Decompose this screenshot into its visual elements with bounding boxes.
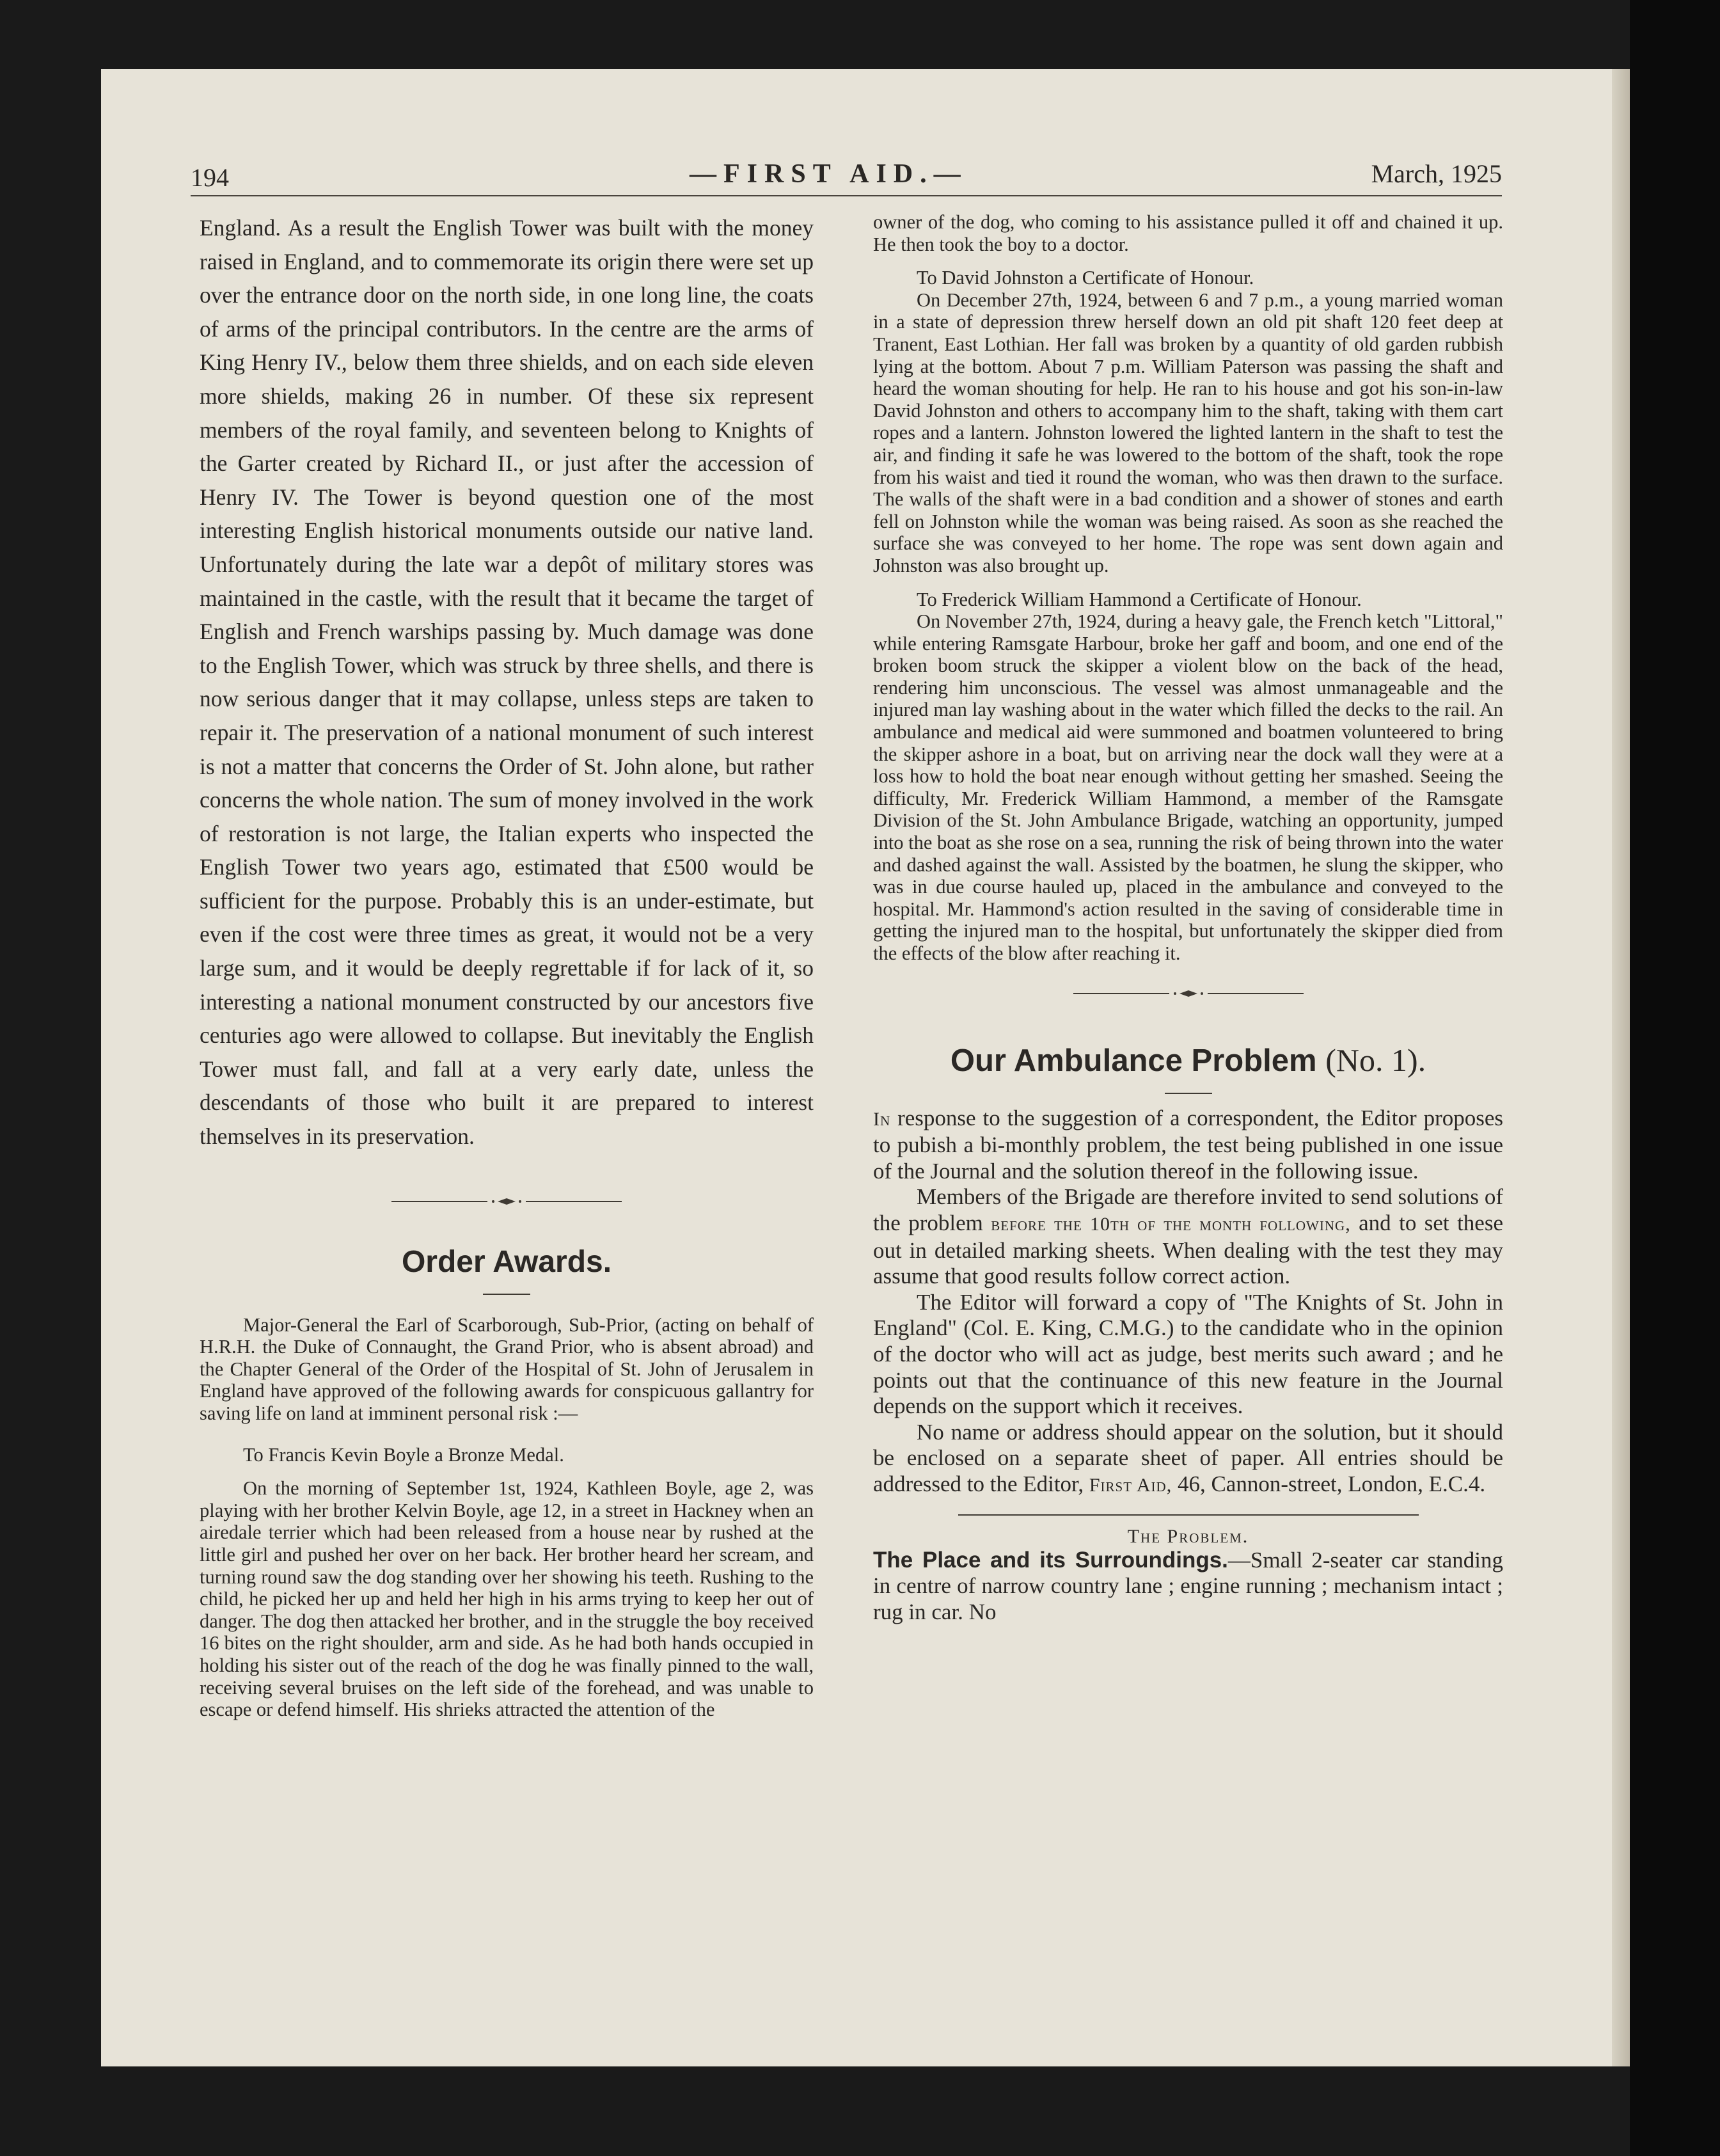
problem-para-1-lead: In: [873, 1108, 891, 1130]
right-column: [873, 211, 1503, 1625]
ambulance-problem-title: [873, 1042, 1503, 1079]
award-story-boyle: On the morning of September 1st, 1924, Kathleen Boyle, age 2, was playing with her brother Kelvin Boyle, age 12, in a street in Hackney when an airedale terrier which had been released from a house near by rushed at the little girl and pushed her over on her back. Her brother heard her scream, and turning round saw the dog standing over her showing his teeth. Rushing to the child, he picked her up and held her high in his arms trying to keep her out of danger. The dog then attacked her brother, and in the struggle the boy received 16 bites on the right shoulder, arm and side. As he had both hands occupied in holding his sister out of the reach of the dog he was finally pinned to the wall, receiving several bruises on the left side of the forehead, and was unable to escape or defend himself. His shrieks attracted the attention of the: [200, 1477, 814, 1721]
awards-intro: Major-General the Earl of Scarborough, Sub-Prior, (acting on behalf of H.R.H. the Duke of Connaught, the Grand Prior, who is absent abroad) and the Chapter General of the Order of the Hospital of St. John of Jerusalem in England have approved of the following awards for conspicuous gallantry for saving life on land at imminent personal risk :—: [200, 1313, 814, 1424]
running-header: [191, 159, 1502, 191]
problem-para-4-b: 46, Cannon-street, London, E.C.4.: [1177, 1471, 1486, 1496]
page-edge-shadow: [1612, 69, 1630, 2066]
left-column: [200, 211, 814, 1721]
journal-name-caps: First Aid,: [1089, 1474, 1172, 1496]
problem-deadline: before the 10th of the month following,: [991, 1213, 1351, 1235]
scan-background: [1630, 0, 1720, 2156]
award-story-johnston: On December 27th, 1924, between 6 and 7 p.m., a young married woman in a state of depression threw herself down an old pit shaft 120 feet deep at Tranent, East Lothian. Her fall was broken by a quantity of old garden rubbish lying at the bottom. About 7 p.m. William Paterson was passing the shaft and heard the woman shouting for help. He ran to his house and got his son-in-law David Johnston and others to accompany him to the shaft, taking with them cart ropes and a lantern. Johnston lowered the lighted lantern in the shaft to test the air, and finding it safe he was lowered to the bottom of the shaft, took the rope from his waist and tied it round the woman, who was then drawn to the surface. The walls of the shaft were in a bad condition and a shower of stones and earth fell on Johnston while the woman was being raised. As soon as she reached the surface she was conveyed to her home. The rope was sent down again and Johnston was also brought up.: [873, 289, 1503, 576]
problem-para-2-b: and to set these out in detailed marking sheets. When dealing with the test they may assume that good results follow correct action.: [873, 1210, 1503, 1289]
order-awards-title: Order Awards.: [401, 1244, 612, 1279]
problem-para-2-a: Members of the Brigade are therefore invited to send solutions of the problem: [873, 1184, 1503, 1235]
award-story-boyle-continued: owner of the dog, who coming to his assistance pulled it off and chained it up. He then took the boy to a doctor.: [873, 211, 1503, 255]
ornament-diamond-icon: [1173, 989, 1204, 998]
problem-para-4: [873, 1420, 1503, 1499]
award-story-hammond: On November 27th, 1924, during a heavy gale, the French ketch "Littoral," while entering Ramsgate Harbour, broke her gaff and boom, and one end of the broken boom struck the skipper a violent blow on the back of the head, rendering him unconscious. The vessel was almost unmanageable and the injured man lay washing about in the water which filled the decks to the rail. An ambulance and medical aid were summoned and boatmen volunteered to bring the skipper ashore in a boat, but on arriving near the dock wall they were at a loss how to hold the boat near enough without getting her smashed. Seeing the difficulty, Mr. Frederick William Hammond, a member of the Ramsgate Division of the St. John Ambulance Brigade, watching an opportunity, jumped into the boat as she rose on a sea, running the risk of being thrown into the water and dashed against the wall. Assisted by the boatmen, he slung the skipper, who was in due course hauled up, placed in the ambulance and conveyed to the hospital. Mr. Hammond's action resulted in the saving of considerable time in getting the injured man to the hospital, but unfortunately the skipper died from the effects of the blow after reaching it.: [873, 610, 1503, 964]
header-rule: [191, 195, 1502, 196]
issue-date: March, 1925: [1371, 159, 1502, 188]
ambulance-problem-title-text: Our Ambulance Problem: [950, 1043, 1317, 1078]
problem-para-1-text: response to the suggestion of a correspondent, the Editor proposes to pubish a bi-monthly problem, the test being published in one issue of the Journal and the solution thereof in the following issue.: [873, 1105, 1504, 1184]
problem-statement-text: [873, 1548, 1503, 1626]
problem-para-2: [873, 1184, 1503, 1289]
english-tower-article: [200, 211, 814, 1153]
ornament-diamond-icon: [491, 1197, 522, 1206]
problem-lead: The Place and its Surroundings.: [873, 1547, 1228, 1573]
awards-continued: [873, 211, 1503, 965]
journal-title: —FIRST AID.—: [690, 159, 968, 189]
problem-para-3: The Editor will forward a copy of "The Knights of St. John in England" (Col. E. King, C.M.G.) to the candidate who in the opinion of the doctor who will act as judge, best merits such award ; and he points out that the continuance of this new feature in the Journal depends on the support which it receives.: [873, 1289, 1503, 1419]
problem-text: —Small 2-seater car standing in centre of narrow country lane ; engine running ; mechanism intact ; rug in car. No: [873, 1547, 1504, 1624]
problem-rule: [958, 1514, 1419, 1516]
ambulance-problem-number: (No. 1).: [1325, 1042, 1426, 1078]
page-number: 194: [191, 163, 229, 192]
section-ornament: [391, 1192, 622, 1211]
problem-statement: [873, 1548, 1503, 1626]
ambulance-problem-body: [873, 1106, 1503, 1499]
order-awards-body: [200, 1314, 814, 1721]
problem-heading: The Problem.: [1127, 1525, 1249, 1547]
problem-para-1: [873, 1106, 1503, 1185]
section-ornament: [1073, 984, 1304, 1003]
problem-para-4-a: No name or address should appear on the solution, but it should be enclosed on a separate sheet of paper. All entries should be addressed to the Editor,: [873, 1419, 1503, 1496]
award-line-boyle: To Francis Kevin Boyle a Bronze Medal.: [243, 1443, 564, 1466]
award-line-hammond: To Frederick William Hammond a Certificate of Honour.: [917, 588, 1362, 610]
award-line-johnston: To David Johnston a Certificate of Honour.: [917, 267, 1254, 289]
article-paragraph: England. As a result the English Tower was built with the money raised in England, and to commemorate its origin there were set up over the entrance door on the north side, in one long line, the coats of arms of the principal contributors. In the centre are the arms of King Henry IV., below them three shields, and on each side eleven more shields, making 26 in number. Of these six represent members of the royal family, and seventeen belong to Knights of the Garter created by Richard II., or just after the accession of Henry IV. The Tower is beyond question one of the most interesting English historical monuments outside our native land. Unfortunately during the late war a depôt of military stores was maintained in the castle, with the result that it became the target of English and French warships passing by. Much damage was done to the English Tower, which was struck by three shells, and there is now serious danger that it may collapse, unless steps are taken to repair it. The preservation of a national monument of such interest is not a matter that concerns the Order of St. John alone, but rather concerns the whole nation. The sum of money involved in the work of restoration is not large, the Italian experts who inspected the English Tower two years ago, estimated that £500 would be sufficient for the purpose. Probably this is an under-estimate, but even if the cost were three times as great, it would not be a very large sum, and it would be deeply regrettable if for lack of it, so interesting a national monument constructed by our ancestors five centuries ago were allowed to collapse. But inevitably the English Tower must fall, and fall at a very early date, unless the descendants of those who built it are prepared to interest themselves in its preservation.: [200, 215, 814, 1150]
